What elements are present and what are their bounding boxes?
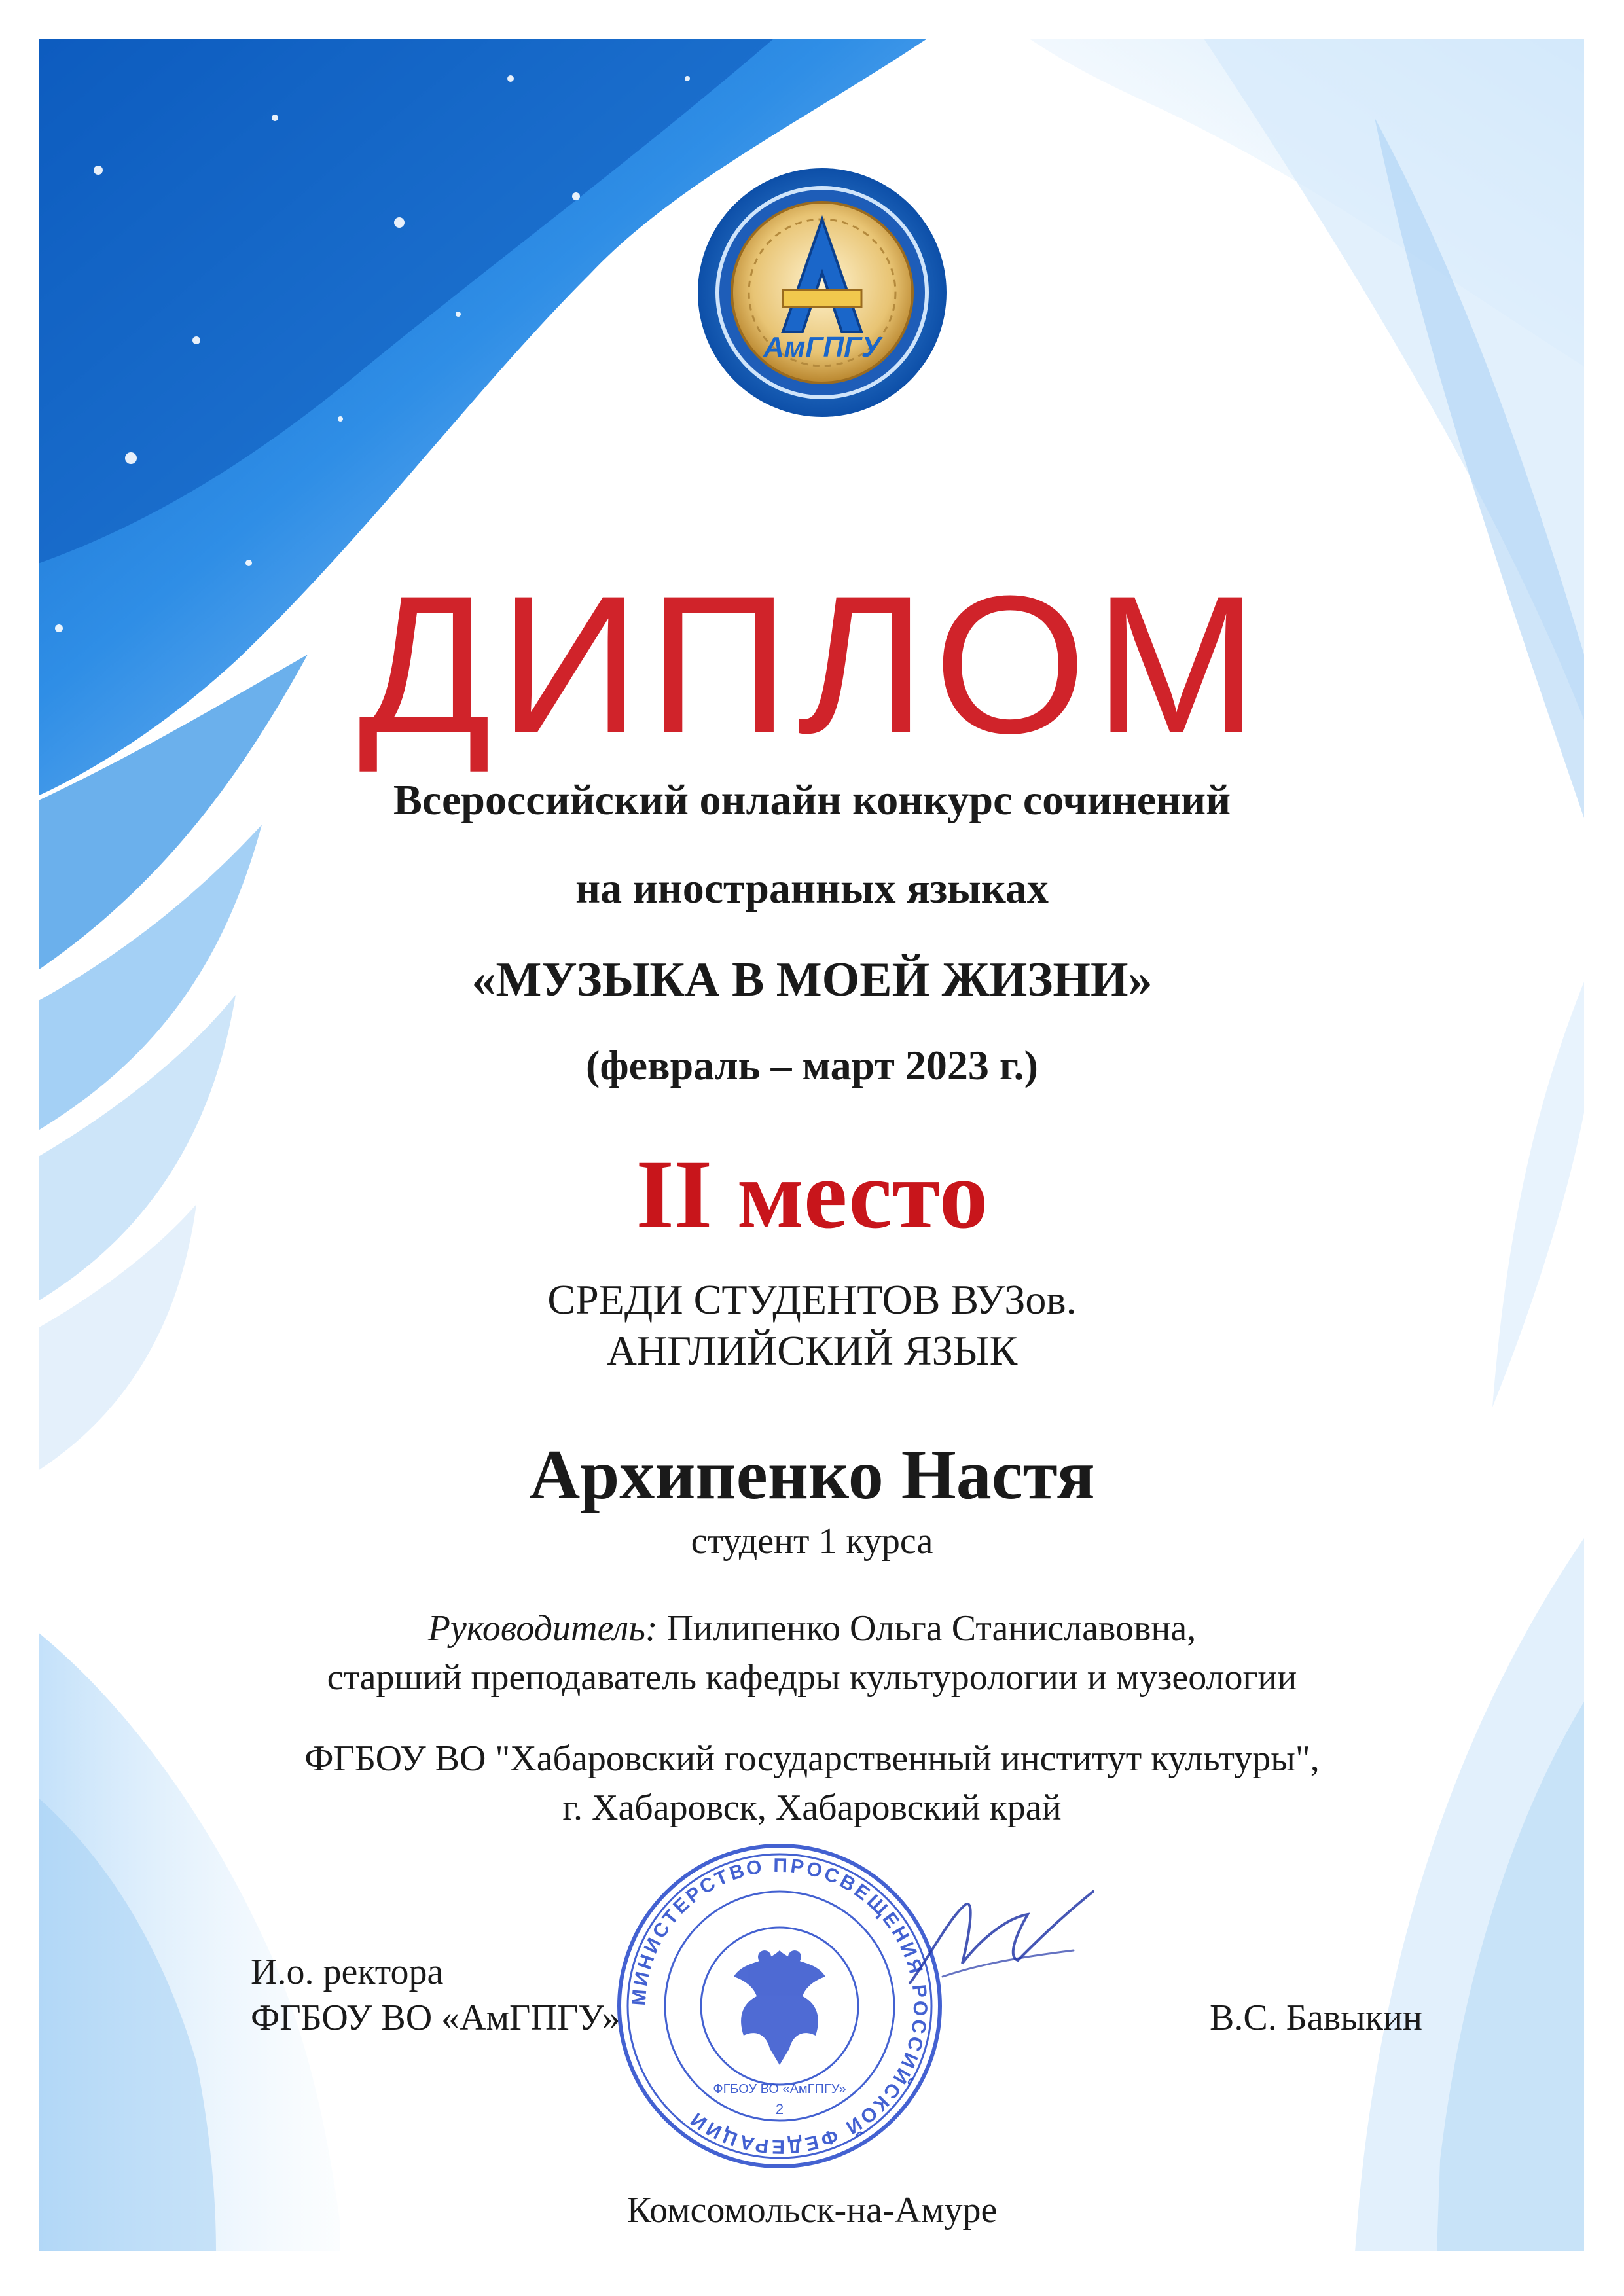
supervisor-position: старший преподаватель кафедры культурологии и музеологии [327,1657,1297,1698]
stamp-inner-text: ФГБОУ ВО «АмГПГУ» [713,2082,846,2096]
contest-dates: (февраль – март 2023 г.) [586,1042,1038,1088]
supervisor-label: Руководитель: [427,1608,658,1649]
contest-name: «МУЗЫКА В МОЕЙ ЖИЗНИ» [471,953,1153,1007]
winner-name: Архипенко Настя [529,1436,1095,1514]
university-emblem-icon [665,135,979,450]
signer-name: В.С. Бавыкин [1210,1998,1422,2038]
stamp-outer-text: МИНИСТЕРСТВО ПРОСВЕЩЕНИЯ РОССИЙСКОЙ ФЕДЕРАЦИИ [628,1854,931,2158]
supervisor-name: Пилипенко Ольга Станиславовна, [657,1608,1197,1649]
category-line-2: АНГЛИЙСКИЙ ЯЗЫК [606,1327,1018,1374]
organization-name: ФГБОУ ВО "Хабаровский государственный институт культуры", [304,1738,1320,1779]
signer-title-line-1: И.о. ректора [251,1952,444,1992]
footer-city: Комсомольск-на-Амуре [626,2190,998,2231]
signer-title-line-2: ФГБОУ ВО «АмГПГУ» [251,1998,621,2038]
winner-status: студент 1 курса [691,1521,933,1562]
contest-title-line-2: на иностранных языках [575,865,1049,912]
diploma-title: ДИПЛОМ [358,554,1266,774]
award-place: II место [636,1140,988,1249]
contest-title-line-1: Всероссийский онлайн конкурс сочинений [393,776,1231,824]
supervisor-line [0,1605,1624,1651]
stamp-number: 2 [775,2101,784,2117]
handwritten-signature-icon [903,1878,1100,2009]
organization-location: г. Хабаровск, Хабаровский край [562,1787,1062,1828]
emblem-text: АмГПГУ [763,331,881,363]
category-line-1: СРЕДИ СТУДЕНТОВ ВУЗов. [547,1276,1077,1323]
official-stamp-icon [613,1839,947,2173]
